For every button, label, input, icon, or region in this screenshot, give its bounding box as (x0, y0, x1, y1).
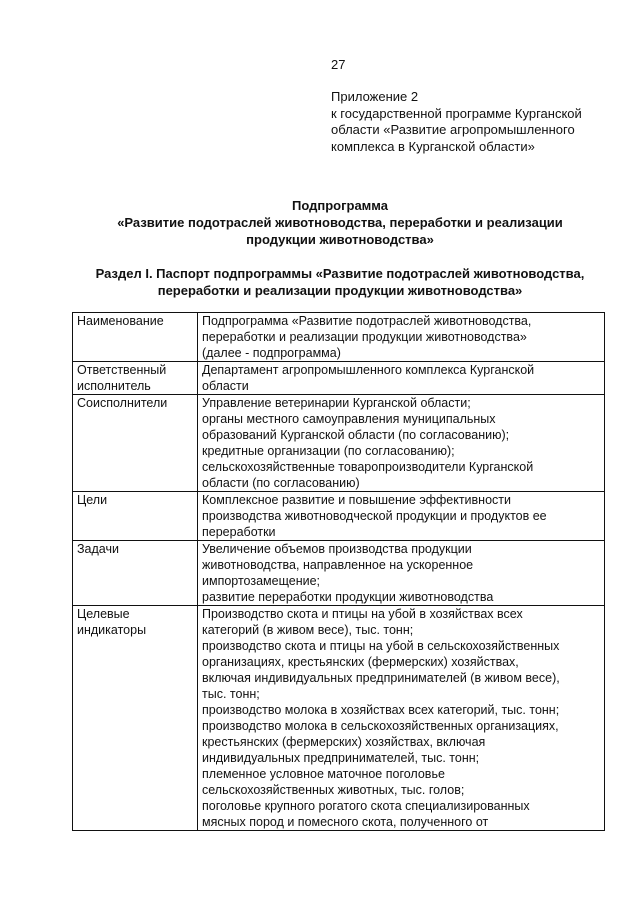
row-value-line: животноводства, направленное на ускоренное (202, 558, 474, 572)
row-label-cell (73, 606, 198, 831)
subprogram-heading-line: Подпрограмма (292, 198, 388, 213)
appendix-line: Приложение 2 (331, 89, 419, 104)
row-value-line: Департамент агропромышленного комплекса Курганской (202, 363, 535, 377)
row-value-line: племенное условное маточное поголовье (202, 767, 445, 781)
row-value-line: сельскохозяйственных животных, тыс. голов; (202, 783, 465, 797)
row-label-cell (73, 541, 198, 606)
section-heading (50, 265, 630, 299)
passport-table (72, 312, 605, 831)
row-label-line: исполнитель (77, 379, 151, 393)
row-value-line: органы местного самоуправления муниципальных (202, 412, 496, 426)
section-heading-line: переработки и реализации продукции животноводства» (157, 283, 523, 298)
row-label-cell (73, 313, 198, 362)
row-value-cell (198, 313, 605, 362)
row-label-cell (73, 362, 198, 395)
row-value-line: переработки и реализации продукции животноводства» (202, 330, 527, 344)
row-value-line: мясных пород и помесного скота, полученного от (202, 815, 489, 829)
row-value-line: области (202, 379, 249, 393)
section-heading-line: Раздел I. Паспорт подпрограммы «Развитие подотраслей животноводства, (95, 266, 585, 281)
row-value-line: области (по согласованию) (202, 476, 360, 490)
row-label-cell (73, 492, 198, 541)
subprogram-heading-line: продукции животноводства» (246, 232, 434, 247)
table-row (73, 492, 605, 541)
table-row (73, 541, 605, 606)
passport-table-body (73, 313, 605, 831)
row-value-line: (далее - подпрограмма) (202, 346, 341, 360)
row-value-line: кредитные организации (по согласованию); (202, 444, 455, 458)
row-value-line: крестьянских (фермерских) хозяйствах, включая (202, 735, 486, 749)
row-value-line: производства животноводческой продукции и продуктов ее (202, 509, 547, 523)
row-label-line: Наименование (77, 314, 164, 328)
row-value-line: производство скота и птицы на убой в сельскохозяйственных (202, 639, 560, 653)
appendix-line: области «Развитие агропромышленного (331, 122, 575, 137)
table-row (73, 313, 605, 362)
row-value-line: переработки (202, 525, 276, 539)
row-value-line: организациях, крестьянских (фермерских) хозяйствах, (202, 655, 519, 669)
appendix-note (331, 89, 631, 155)
row-value-line: категорий (в живом весе), тыс. тонн; (202, 623, 414, 637)
subprogram-heading-line: «Развитие подотраслей животноводства, переработки и реализации (117, 215, 563, 230)
row-value-cell (198, 606, 605, 831)
row-value-line: Увеличение объемов производства продукции (202, 542, 472, 556)
row-value-line: индивидуальных предпринимателей, тыс. тонн; (202, 751, 480, 765)
row-label-line: Цели (77, 493, 108, 507)
table-row (73, 606, 605, 831)
row-value-line: производство молока в хозяйствах всех категорий, тыс. тонн; (202, 703, 560, 717)
appendix-line: комплекса в Курганской области» (331, 138, 535, 154)
table-row (73, 362, 605, 395)
row-value-line: Управление ветеринарии Курганской области; (202, 396, 471, 410)
row-value-line: импортозамещение; (202, 574, 321, 588)
row-label-line: Целевые (77, 607, 130, 621)
appendix-line: к государственной программе Курганской (331, 105, 582, 121)
row-value-cell (198, 395, 605, 492)
row-label-line: Ответственный (77, 363, 167, 377)
row-value-cell (198, 541, 605, 606)
row-value-line: Производство скота и птицы на убой в хозяйствах всех (202, 607, 523, 621)
row-value-line: сельскохозяйственные товаропроизводители Курганской (202, 460, 534, 474)
row-value-line: Комплексное развитие и повышение эффективности (202, 493, 511, 507)
row-label-cell (73, 395, 198, 492)
table-row (73, 395, 605, 492)
row-value-line: образований Курганской области (по согласованию); (202, 428, 510, 442)
row-value-cell (198, 362, 605, 395)
row-value-line: тыс. тонн; (202, 687, 260, 701)
subprogram-heading (60, 197, 620, 248)
row-value-line: производство молока в сельскохозяйственных организациях, (202, 719, 559, 733)
row-value-cell (198, 492, 605, 541)
row-value-line: поголовье крупного рогатого скота специализированных (202, 799, 530, 813)
page-number: 27 (331, 57, 346, 72)
row-label-line: Задачи (77, 542, 119, 556)
row-label-line: Соисполнители (77, 396, 168, 410)
row-value-line: развитие переработки продукции животноводства (202, 590, 494, 604)
row-label-line: индикаторы (77, 623, 147, 637)
row-value-line: включая индивидуальных предпринимателей (в живом весе), (202, 671, 560, 685)
row-value-line: Подпрограмма «Развитие подотраслей животноводства, (202, 314, 532, 328)
